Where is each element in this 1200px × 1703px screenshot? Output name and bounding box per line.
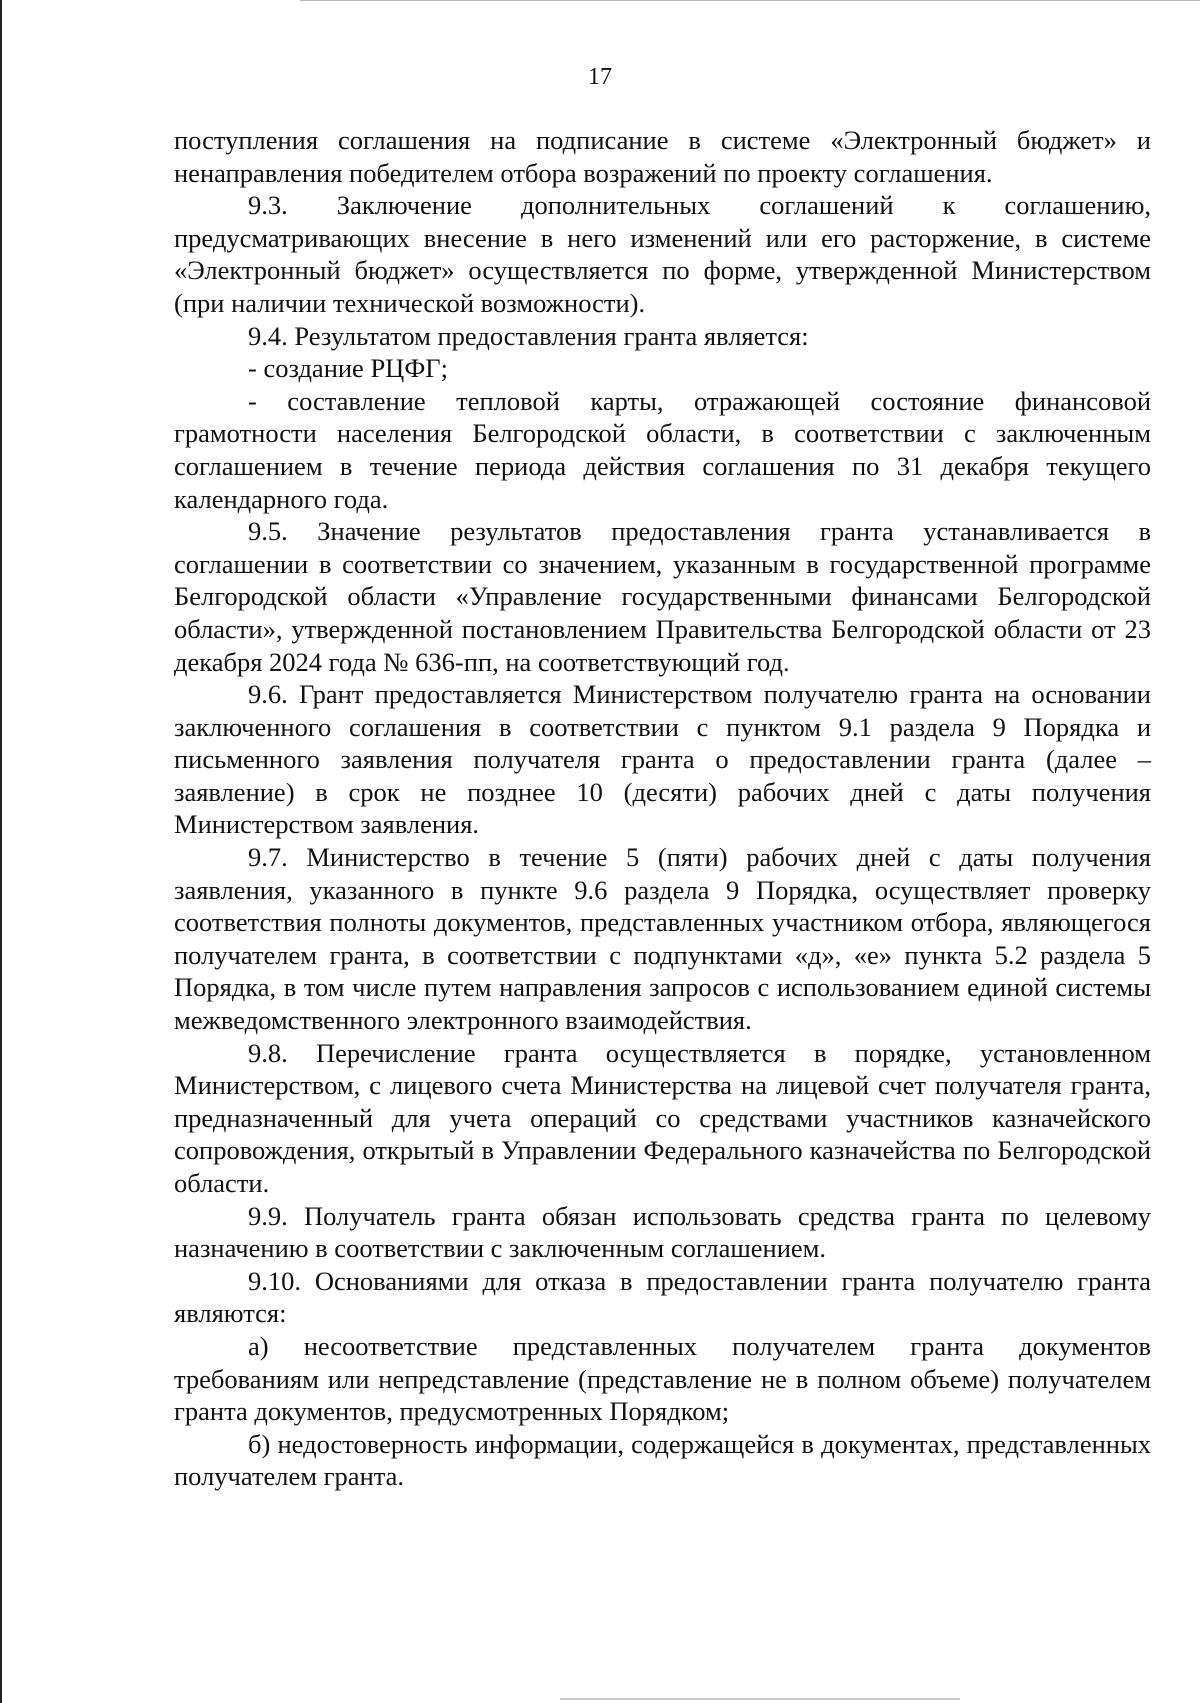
list-item-heat-map: - составление тепловой карты, отражающей состояние финансовой грамотности населения Белгородской области, в соответствии с заключенным соглашением в течение периода действия соглашения по 31 декабря текущего календарного года.	[174, 385, 1151, 514]
list-item-rcfg: - создание РЦФГ;	[248, 353, 448, 384]
paragraph-9-3: 9.3. Заключение дополнительных соглашений к соглашению, предусматривающих внесение в него изменений или его расторжение, в системе «Электронный бюджет» осуществляется по форме, утвержденной Министерством (при наличии технической возможности).	[174, 190, 1151, 318]
paragraph-9-6: 9.6. Грант предоставляется Министерством получателю гранта на основании заключенного соглашения в соответствии с пунктом 9.1 раздела 9 Порядка и письменного заявления получателя гранта о предоставлении гранта (далее – заявление) в срок не позднее 10 (десяти) рабочих дней с даты получения Министерством заявления.	[174, 679, 1151, 840]
paragraph-9-10-a: а) несоответствие представленных получателем гранта документов требованиям или непредставление (представление не в полном объеме) получателем гранта документов, предусмотренных Порядком;	[174, 1330, 1151, 1427]
document-body	[174, 124, 1151, 1493]
paragraph-9-10-b: б) недостоверность информации, содержащейся в документах, представленных получателем гранта.	[174, 1428, 1151, 1492]
paragraph-9-8: 9.8. Перечисление гранта осуществляется в порядке, установленном Министерством, с лицевого счета Министерства на лицевой счет получателя гранта, предназначенный для учета операций со средствами участников казначейского сопровождения, открытый в Управлении Федерального казначейства по Белгородской области.	[174, 1037, 1151, 1198]
scan-bottom-edge	[560, 1698, 960, 1700]
page-number: 17	[588, 64, 612, 90]
scan-left-edge	[0, 0, 2, 1703]
paragraph-9-10: 9.10. Основаниями для отказа в предоставлении гранта получателю гранта являются:	[174, 1265, 1151, 1329]
paragraph-9-5: 9.5. Значение результатов предоставления гранта устанавливается в соглашении в соответствии со значением, указанным в государственной программе Белгородской области «Управление государственными финансами Белгородской области», утвержденной постановлением Правительства Белгородской области от 23 декабря 2024 года № 636-пп, на соответствующий год.	[174, 516, 1151, 677]
paragraph-continuation: поступления соглашения на подписание в системе «Электронный бюджет» и ненаправления победителем отбора возражений по проекту соглашения.	[174, 125, 1151, 188]
paragraph-9-9: 9.9. Получатель гранта обязан использовать средства гранта по целевому назначению в соответствии с заключенным соглашением.	[174, 1200, 1151, 1264]
paragraph-9-7: 9.7. Министерство в течение 5 (пяти) рабочих дней с даты получения заявления, указанного в пункте 9.6 раздела 9 Порядка, осуществляет проверку соответствия полноты документов, представленных участником отбора, являющегося получателем гранта, в соответствии с подпунктами «д», «е» пункта 5.2 раздела 5 Порядка, в том числе путем направления запросов с использованием единой системы межведомственного электронного взаимодействия.	[174, 842, 1151, 1036]
scan-top-edge	[300, 0, 1200, 1]
paragraph-9-4: 9.4. Результатом предоставления гранта является:	[248, 320, 809, 351]
